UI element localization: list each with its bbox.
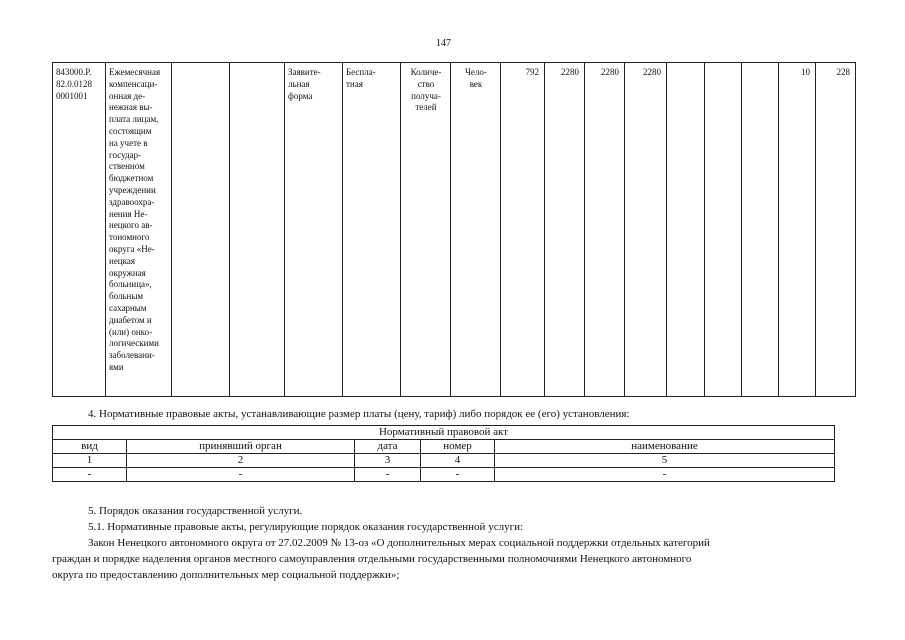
empty-cell	[742, 63, 779, 397]
description-line: нецкого ав-	[109, 220, 153, 231]
description-line: больным	[109, 291, 144, 302]
empty-cell	[705, 63, 742, 397]
column-header: дата	[355, 440, 421, 454]
table-row	[53, 426, 835, 440]
description-line: онная де-	[109, 90, 146, 101]
table-row	[53, 454, 835, 468]
description-line: окружная	[109, 267, 146, 278]
indicator-cell: Количе- ство получа- телей	[401, 63, 451, 397]
description-line: тономного	[109, 232, 150, 243]
unit-cell: Чело- век	[451, 63, 501, 397]
column-header: наименование	[495, 440, 835, 454]
column-header: принявший орган	[127, 440, 355, 454]
value-cell: 2280	[585, 63, 625, 397]
value-cell: 2280	[625, 63, 667, 397]
law-text-line: Закон Ненецкого автономного округа от 27.02.2009 № 13-оз «О дополнительных мерах социальной поддержки отдельных категорий	[88, 537, 710, 549]
description-line: государ-	[109, 149, 142, 160]
description-line: состоящим	[109, 125, 152, 136]
law-text-line: округа по предоставлению дополнительных мер социальной поддержки»;	[52, 569, 400, 581]
empty-cell	[230, 63, 285, 397]
table-cell: -	[495, 468, 835, 482]
description-line: плата лицам,	[109, 114, 159, 125]
legal-acts-table	[52, 425, 835, 482]
value-cell: 2280	[545, 63, 585, 397]
description-line: (или) онко-	[109, 326, 153, 337]
payment-cell: Беспла- тная	[343, 63, 401, 397]
description-line: нения Не-	[109, 208, 148, 219]
form-cell: Заявите- льная форма	[285, 63, 343, 397]
service-code-cell: 843000.Р. 82.0.0128 0001001	[53, 63, 106, 397]
description-line: ственном	[109, 161, 145, 172]
column-header: номер	[421, 440, 495, 454]
description-line: больница»,	[109, 279, 152, 290]
description-line: ями	[109, 361, 124, 372]
description-line: заболевани-	[109, 350, 155, 361]
description-line: компенсаци-	[109, 78, 158, 89]
empty-cell	[667, 63, 705, 397]
value-cell: 10	[779, 63, 816, 397]
description-line: Ежемесячная	[109, 67, 161, 77]
service-row	[53, 63, 856, 397]
table-cell: -	[127, 468, 355, 482]
service-description-cell	[106, 63, 172, 397]
table-row	[53, 468, 835, 482]
section4-title: 4. Нормативные правовые акты, устанавливающие размер платы (цену, тариф) либо порядок ее (его) установления:	[88, 408, 630, 420]
description-line: нецкая	[109, 255, 135, 266]
column-number: 5	[495, 454, 835, 468]
service-table	[52, 62, 856, 397]
column-number: 1	[53, 454, 127, 468]
column-header: вид	[53, 440, 127, 454]
description-line: округа «Не-	[109, 243, 155, 254]
value-cell: 792	[501, 63, 545, 397]
description-line: диабетом и	[109, 314, 152, 325]
acts-header: Нормативный правовой акт	[53, 426, 835, 440]
empty-cell	[172, 63, 230, 397]
column-number: 4	[421, 454, 495, 468]
description-line: на учете в	[109, 137, 148, 148]
value-cell: 228	[816, 63, 856, 397]
description-line: учреждении	[109, 184, 156, 195]
table-cell: -	[355, 468, 421, 482]
description-line: здравоохра-	[109, 196, 155, 207]
law-text-line: граждан и порядке наделения органов местного самоуправления отдельными государственными полномочиями Ненецкого автономного	[52, 553, 692, 565]
description-line: сахарным	[109, 302, 147, 313]
column-number: 3	[355, 454, 421, 468]
section5-title: 5. Порядок оказания государственной услуги.	[88, 505, 303, 517]
description-line: бюджетном	[109, 173, 154, 184]
table-cell: -	[53, 468, 127, 482]
column-number: 2	[127, 454, 355, 468]
table-row	[53, 440, 835, 454]
description-line: нежная вы-	[109, 102, 153, 113]
description-line: логическими	[109, 338, 159, 349]
section5-subtitle: 5.1. Нормативные правовые акты, регулирующие порядок оказания государственной услуги:	[88, 521, 524, 533]
table-cell: -	[421, 468, 495, 482]
page-number: 147	[436, 38, 451, 49]
